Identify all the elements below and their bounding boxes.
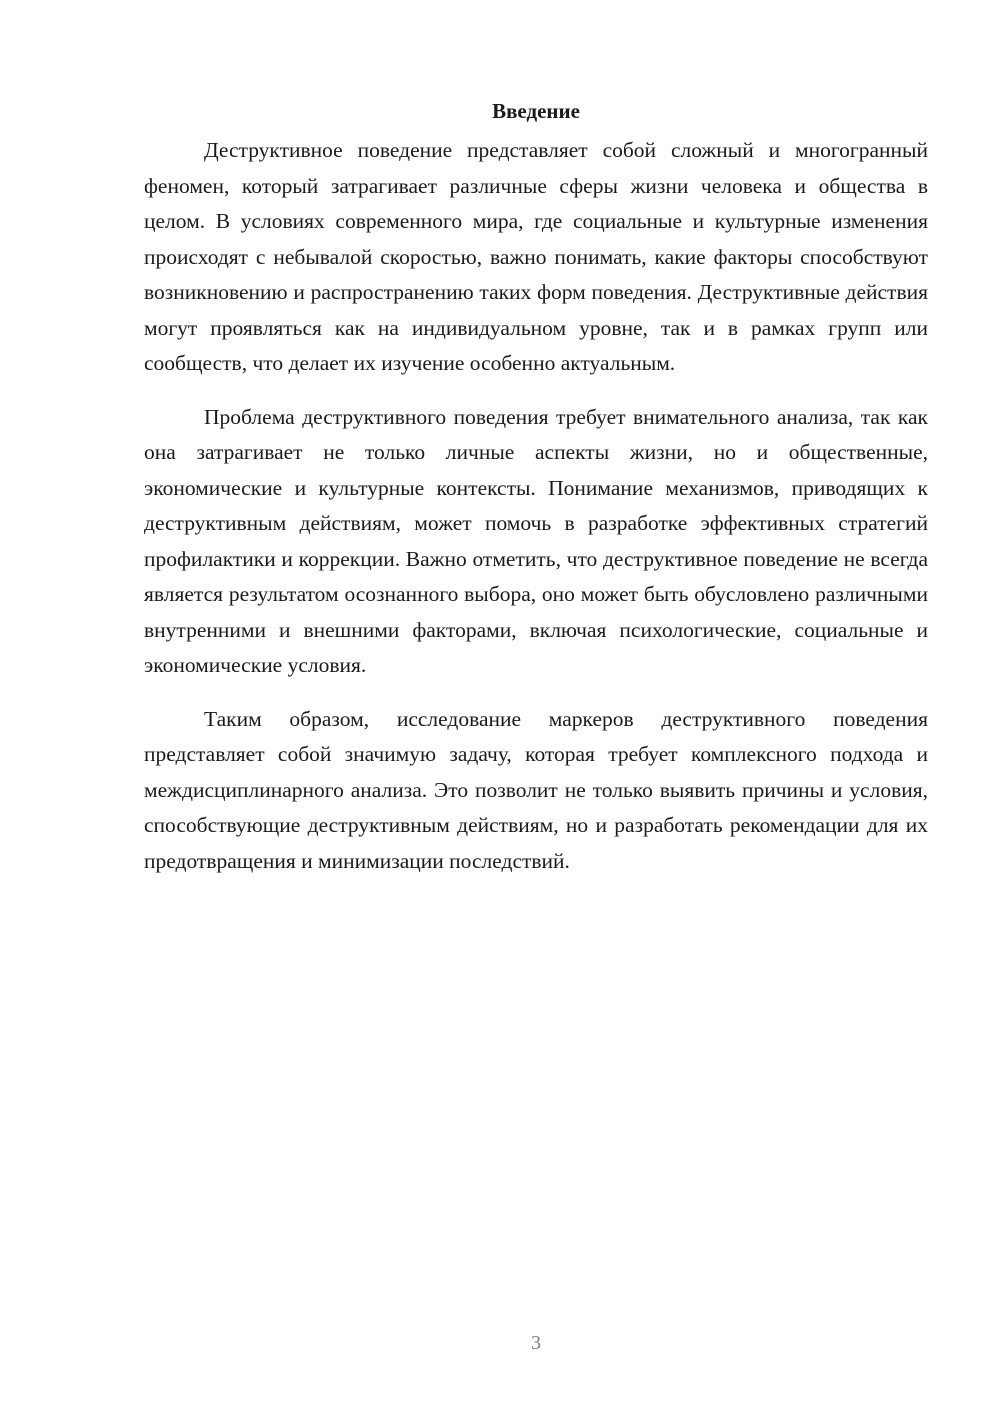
paragraph-3: Таким образом, исследование маркеров деструктивного поведения представляет собой значимую задачу, которая требует комплексного подхода и междисциплинарного анализа. Это позволит не только выявить причины и условия, способствующие деструктивным действиям, но и разработать рекомендации для их предотвращения и минимизации последствий.	[144, 706, 928, 873]
page-number: 3	[531, 1332, 541, 1354]
paragraph-2: Проблема деструктивного поведения требует внимательного анализа, так как она затрагивает не только личные аспекты жизни, но и общественные, экономические и культурные контексты. Понимание механизмов, приводящих к деструктивным действиям, может помочь в разработке эффективных стратегий профилактики и коррекции. Важно отметить, что деструктивное поведение не всегда является результатом осознанного выбора, оно может быть обусловлено различными внутренними и внешними факторами, включая психологические, социальные и экономические условия.	[144, 404, 928, 677]
page-content	[144, 95, 928, 897]
paragraph-1: Деструктивное поведение представляет собой сложный и многогранный феномен, который затрагивает различные сферы жизни человека и общества в целом. В условиях современного мира, где социальные и культурные изменения происходят с небывалой скоростью, важно понимать, какие факторы способствуют возникновению и распространению таких форм поведения. Деструктивные действия могут проявляться как на индивидуальном уровне, так и в рамках групп или сообществ, что делает их изучение особенно актуальным.	[144, 138, 928, 375]
section-title: Введение	[492, 99, 580, 123]
